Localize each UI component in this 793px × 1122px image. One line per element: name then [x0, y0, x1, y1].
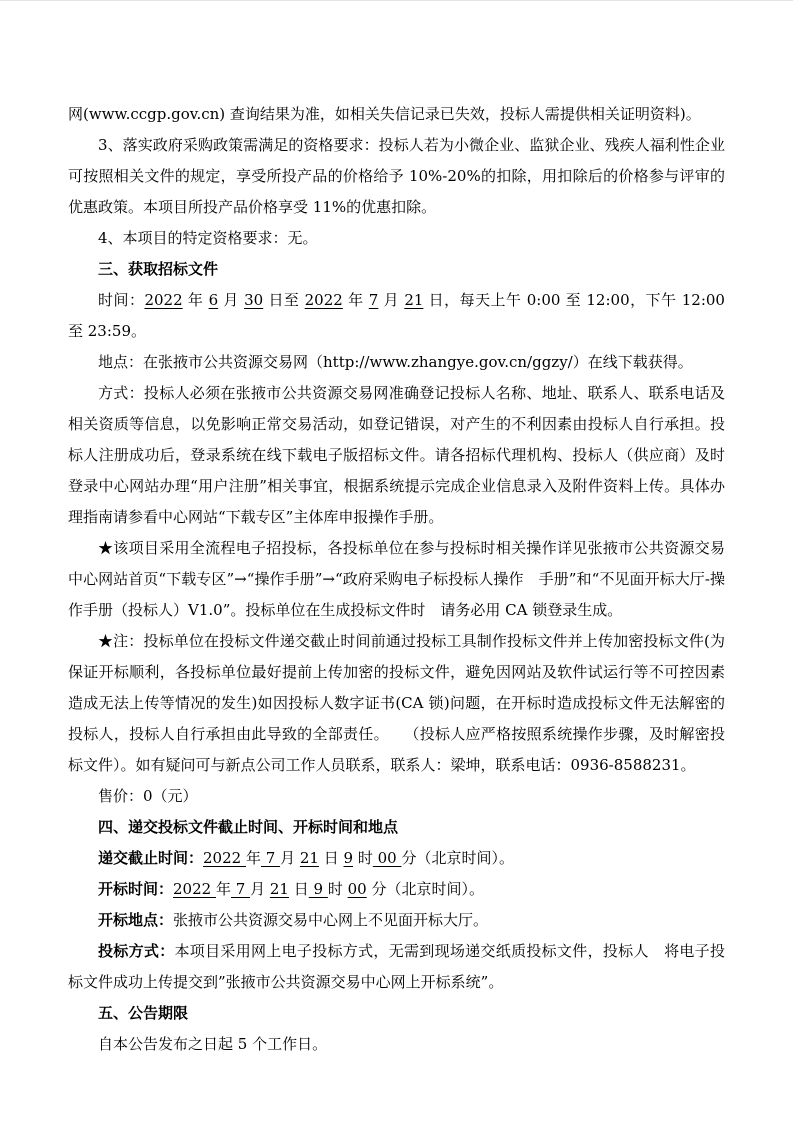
- filled-blank-day: 30: [244, 291, 264, 309]
- text-run: 自本公告发布之日起 5 个工作日。: [98, 1035, 328, 1053]
- filled-blank-hour: 9: [308, 880, 328, 898]
- para-policy-requirements: [68, 130, 725, 223]
- filled-blank-day: 21: [404, 291, 424, 309]
- text-run: 方式：投标人必须在张掖市公共资源交易网准确登记投标人名称、地址、联系人、联系电话及相关资质等信息，以免影响正常交易活动，如登记错误，对产生的不利因素由投标人自行承担。投标人注册成功后，登录系统在线下载电子版招标文件。请各招标代理机构、投标人（供应商）及时登录中心网站办理“用户注册”相关事宜，根据系统提示完成企业信息录入及附件资料上传。具体办理指南请参看中心网站“下载专区”主体库申报操作手册。: [68, 384, 725, 526]
- para-submission-deadline-time: [68, 843, 725, 874]
- section-heading-text: 三、获取招标文件: [98, 260, 219, 278]
- filled-blank-year: 2022: [304, 291, 343, 309]
- text-run: 月: [250, 880, 270, 898]
- text-run: 年: [215, 880, 231, 898]
- field-label: 时间：: [98, 291, 145, 309]
- text-run: 网(www.ccgp.gov.cn) 查询结果为准，如相关失信记录已失效，投标人需提供相关证明资料)。: [68, 105, 701, 123]
- field-label: 开标时间：: [98, 880, 174, 898]
- text-run: 分（北京时间）。: [401, 849, 514, 867]
- para-bid-opening-place: [68, 905, 725, 936]
- text-run: 月: [378, 291, 405, 309]
- text-run: 张掖市公共资源交易中心网上不见面开标大厅。: [173, 911, 489, 929]
- heading-submission-deadline: [68, 812, 725, 843]
- para-e-bidding-notice: [68, 533, 725, 626]
- para-announcement-duration: [68, 1029, 725, 1060]
- para-encryption-note: [68, 626, 725, 781]
- text-run: 日至: [263, 291, 305, 309]
- field-label: 投标方式：: [98, 942, 175, 960]
- filled-blank-month: 7: [368, 291, 379, 309]
- text-run: 年: [182, 291, 209, 309]
- heading-obtain-bid-documents: [68, 254, 725, 285]
- text-run: 日: [318, 849, 344, 867]
- para-bid-opening-time: [68, 874, 725, 905]
- filled-blank-month: 6: [208, 291, 219, 309]
- text-run: 地点：在张掖市公共资源交易网（http://www.zhangye.gov.cn/ggzy/）在线下载获得。: [98, 353, 693, 371]
- field-label: 开标地点：: [98, 911, 174, 929]
- field-label: 递交截止时间：: [98, 849, 204, 867]
- text-run: 月: [280, 849, 300, 867]
- text-run: 日: [288, 880, 309, 898]
- section-heading-text: 四、递交投标文件截止时间、开标时间和地点: [98, 818, 399, 836]
- text-run: 本项目采用网上电子投标方式，无需到现场递交纸质投标文件，投标人 将电子投标文件成功上传提交到”张掖市公共资源交易中心网上开标系统”。: [68, 942, 725, 991]
- text-run: 分（北京时间）。: [366, 880, 484, 898]
- text-run: 月: [218, 291, 245, 309]
- text-run: 年: [245, 849, 261, 867]
- text-run: ★该项目采用全流程电子招投标，各投标单位在参与投标时相关操作详见张掖市公共资源交易中心网站首页“下载专区”→“操作手册”→“政府采购电子标投标人操作 手册”和“不见面开标大厅-操作手册（投标人）V1.0”。投标单位在生成投标文件时 请务必用 CA 锁登录生成。: [68, 539, 725, 619]
- section-heading-text: 五、公告期限: [98, 1004, 189, 1022]
- filled-blank-minute: 00: [372, 849, 402, 867]
- text-run: 年: [342, 291, 369, 309]
- filled-blank-year: 2022: [203, 849, 246, 867]
- text-run: 日，每天上午 0:00 至 12:00，下午 12:00 至 23:59。: [68, 291, 725, 340]
- text-run: 时: [327, 880, 348, 898]
- filled-blank-hour: 9: [343, 849, 354, 867]
- para-obtain-location: [68, 347, 725, 378]
- para-specific-requirements: [68, 223, 725, 254]
- filled-blank-month: 7: [260, 849, 281, 867]
- filled-blank-year: 2022: [144, 291, 183, 309]
- filled-blank-month: 7: [230, 880, 251, 898]
- para-credit-record-note: [68, 99, 725, 130]
- para-price: [68, 781, 725, 812]
- filled-blank-year: 2022: [173, 880, 216, 898]
- text-run: 3、落实政府采购政策需满足的资格要求：投标人若为小微企业、监狱企业、残疾人福利性企业可按照相关文件的规定，享受所投产品的价格给予 10%-20%的扣除，用扣除后的价格参与评审的优惠政策。本项目所投产品价格享受 11%的优惠扣除。: [68, 136, 725, 216]
- heading-announcement-period: [68, 998, 725, 1029]
- para-obtain-time: [68, 285, 725, 347]
- filled-blank-day: 21: [299, 849, 319, 867]
- filled-blank-minute: 00: [347, 880, 367, 898]
- text-run: ★注：投标单位在投标文件递交截止时间前通过投标工具制作投标文件并上传加密投标文件(为保证开标顺利，各投标单位最好提前上传加密的投标文件，避免因网站及软件试运行等不可控因素造成无法上传等情况的发生)如因投标人数字证书(CA 锁)问题，在开标时造成投标文件无法解密的投标人，投标人自行承担由此导致的全部责任。 （投标人应严格按照系统操作步骤，及时解密投标文件）。如有疑问可与新点公司工作人员联系，联系人：梁坤，联系电话：0936-8588231。: [68, 632, 725, 774]
- text-run: 售价：0（元）: [98, 787, 198, 805]
- para-bidding-method: [68, 936, 725, 998]
- text-run: 4、本项目的特定资格要求：无。: [98, 229, 318, 247]
- para-obtain-method: [68, 378, 725, 533]
- text-run: 时: [353, 849, 373, 867]
- filled-blank-day: 21: [269, 880, 289, 898]
